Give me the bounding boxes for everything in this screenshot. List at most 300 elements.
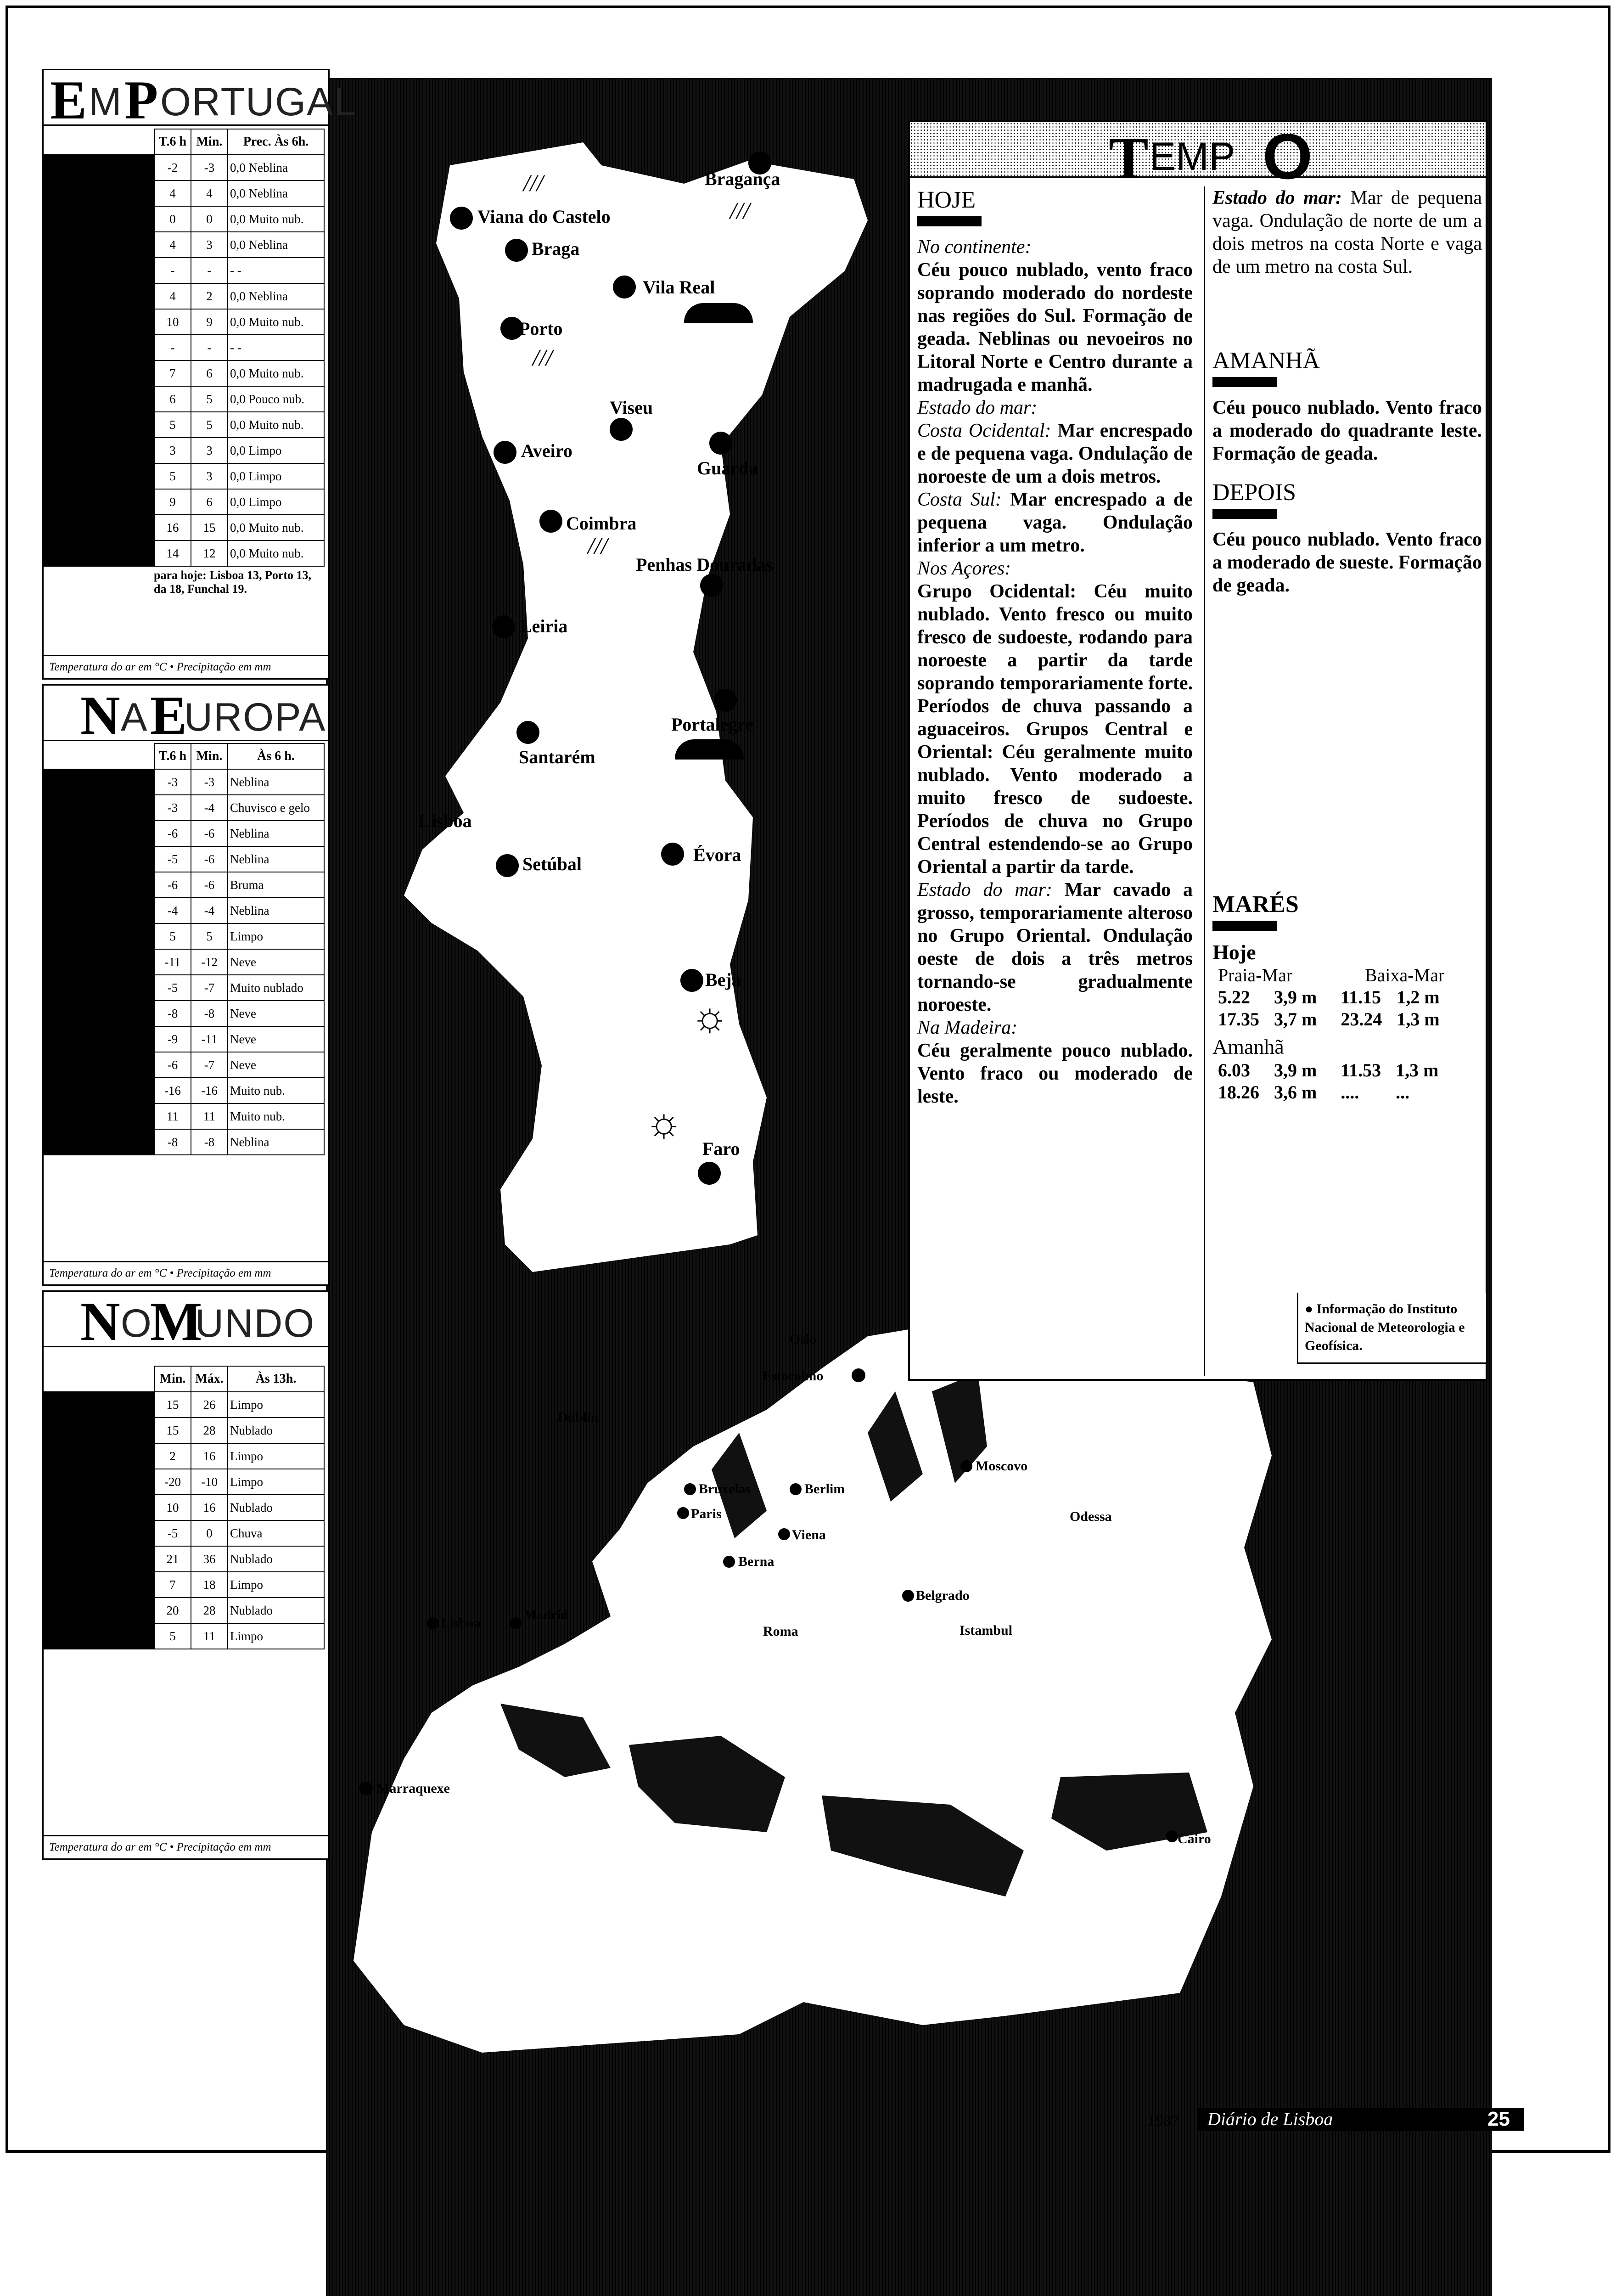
europa-title <box>44 685 328 746</box>
tide-cell: 1,2 m <box>1397 986 1440 1007</box>
value-cell: 28 <box>191 1418 228 1443</box>
value-cell: 11 <box>191 1103 228 1129</box>
redacted-city-cell <box>44 489 154 515</box>
tide-row <box>1212 1081 1444 1103</box>
city-dot <box>610 418 633 441</box>
city-dot <box>359 1782 373 1795</box>
redacted-city-cell <box>44 386 154 412</box>
city-label-beja: Beja <box>705 969 741 990</box>
title-letter: P <box>124 69 157 130</box>
city-label-santarem: Santarém <box>519 747 595 767</box>
table-row <box>44 206 324 232</box>
value-cell: 10 <box>154 1495 191 1520</box>
condition-cell: 0,0 Neblina <box>228 155 324 180</box>
note-line: da 18, Funchal 19. <box>154 582 247 596</box>
tide-cell: ... <box>1396 1081 1410 1103</box>
europe-label-berlim: Berlim <box>804 1481 845 1497</box>
table-row <box>44 1572 324 1598</box>
city-dot <box>496 854 519 877</box>
heading-bar <box>1212 921 1277 931</box>
redacted-city-cell <box>44 1469 154 1495</box>
condition-cell: Nublado <box>228 1418 324 1443</box>
condition-cell: Muito nub. <box>228 1078 324 1103</box>
title-letter: E <box>50 69 85 130</box>
condition-cell: 0,0 Limpo <box>228 463 324 489</box>
value-cell: 5 <box>191 386 228 412</box>
col-header: T.6 h <box>154 129 191 155</box>
redacted-city-cell <box>44 438 154 463</box>
table-row <box>44 1418 324 1443</box>
redacted-city-cell <box>44 540 154 566</box>
value-cell: -7 <box>191 1052 228 1078</box>
table-row <box>44 1392 324 1418</box>
condition-cell: 0,0 Muito nub. <box>228 515 324 540</box>
value-cell: -6 <box>191 846 228 872</box>
col-header: Min. <box>191 129 228 155</box>
subheading: No continente: <box>917 236 1032 258</box>
depois-text: Céu pouco nublado. Vento fraco a moderado de sueste. Formação de geada. <box>1212 529 1482 596</box>
redacted-city-cell <box>44 1598 154 1623</box>
redacted-city-cell <box>44 1103 154 1129</box>
value-cell: 5 <box>191 923 228 949</box>
redacted-city-cell <box>44 1443 154 1469</box>
table-row <box>44 463 324 489</box>
title-letter: A <box>121 695 148 739</box>
condition-cell: Chuvisco e gelo <box>228 795 324 821</box>
paragraph: Mar cavado a grosso, temporariamente alteroso no Grupo Oriental. Ondulação oeste de dois a três metros tornando-se gradualmente noroeste. <box>917 879 1193 1015</box>
city-dot <box>1166 1830 1178 1842</box>
condition-cell: 0,0 Pouco nub. <box>228 386 324 412</box>
value-cell: 3 <box>191 232 228 258</box>
value-cell: -4 <box>191 795 228 821</box>
tide-row <box>1212 986 1445 1008</box>
tide-cell: 23.24 <box>1341 1008 1382 1030</box>
title-letter: O <box>1262 120 1313 192</box>
value-cell: 5 <box>154 923 191 949</box>
value-cell: 20 <box>154 1598 191 1623</box>
value-cell: -9 <box>154 1026 191 1052</box>
paragraph: Grupo Ocidental: Céu muito nublado. Vento fresco ou muito fresco de sudoeste, rodando para noroeste a partir da tarde soprando temporariamente forte. Períodos de chuva passando a aguaceiros. Grupos Central e Oriental: Céu geralmente muito nublado. Vento moderado a muito fresco de sudoeste. Períodos de chuva no Grupo Central estendendo-se ao Grupo Oriental a partir da tarde. <box>917 581 1193 878</box>
redacted-city-cell <box>44 1026 154 1052</box>
europe-label-marraquexe: Marraquexe <box>376 1781 450 1796</box>
value-cell: 5 <box>191 412 228 438</box>
europe-label-berna: Berna <box>738 1554 774 1569</box>
table-row <box>44 438 324 463</box>
city-label-guarda: Guarda <box>697 458 758 478</box>
table-row <box>44 540 324 566</box>
city-dot <box>790 1483 802 1495</box>
table-row <box>44 1520 324 1546</box>
condition-cell: Limpo <box>228 923 324 949</box>
value-cell: 5 <box>154 1623 191 1649</box>
city-label-braganca: Bragança <box>705 169 780 189</box>
table-header <box>44 743 324 769</box>
table-row <box>44 232 324 258</box>
table-row <box>44 335 324 360</box>
value-cell: -4 <box>191 898 228 923</box>
table-row <box>44 1001 324 1026</box>
europe-label-madrid: Madrid <box>523 1607 569 1622</box>
value-cell: -3 <box>191 769 228 795</box>
info-text: Informação do Instituto Nacional de Meteorologia e Geofísica. <box>1305 1301 1465 1353</box>
city-label-viseu: Viseu <box>610 397 653 418</box>
redacted-city-cell <box>44 1078 154 1103</box>
amanha-text: Céu pouco nublado. Vento fraco a moderado do quadrante leste. Formação de geada. <box>1212 397 1482 464</box>
redacted-city-cell <box>44 232 154 258</box>
tides-day: Amanhã <box>1212 1035 1284 1058</box>
value-cell: -3 <box>154 769 191 795</box>
heading-bar <box>1212 377 1277 387</box>
city-dot <box>723 1556 735 1568</box>
europa-table <box>44 743 325 1155</box>
portugal-shape <box>404 142 868 1272</box>
subheading: Estado do mar: <box>917 879 1052 900</box>
table-row <box>44 489 324 515</box>
city-label-evora: Évora <box>693 844 741 865</box>
redacted-city-cell <box>44 360 154 386</box>
redacted-city-cell <box>44 1572 154 1598</box>
tide-cell: .... <box>1341 1081 1359 1103</box>
heading-bar <box>1212 509 1277 519</box>
blank-cell <box>44 1366 154 1392</box>
mundo-footnote: Temperatura do ar em °C • Precipitação em mm <box>44 1835 328 1858</box>
city-dot <box>677 1507 689 1519</box>
value-cell: - <box>191 258 228 283</box>
tides-day: Hoje <box>1212 940 1256 964</box>
condition-cell: Neve <box>228 949 324 975</box>
city-label-portalegre: Portalegre <box>671 714 754 735</box>
europa-footnote: Temperatura do ar em °C • Precipitação em mm <box>44 1261 328 1284</box>
value-cell: - <box>154 258 191 283</box>
value-cell: -6 <box>154 872 191 898</box>
value-cell: -8 <box>154 1001 191 1026</box>
title-letter: M <box>150 1291 201 1352</box>
tide-cell: 5.22 <box>1218 986 1250 1007</box>
value-cell: 6 <box>191 360 228 386</box>
tide-cell: 18.26 <box>1218 1081 1259 1103</box>
redacted-city-cell <box>44 155 154 180</box>
europe-label-bruxelas: Bruxelas <box>699 1481 751 1497</box>
tide-cell: 1,3 m <box>1396 1059 1439 1080</box>
condition-cell: Nublado <box>228 1546 324 1572</box>
redacted-city-cell <box>44 821 154 846</box>
redacted-city-cell <box>44 923 154 949</box>
tides-block <box>1212 940 1482 1103</box>
condition-cell: Nublado <box>228 1598 324 1623</box>
condition-cell: 0,0 Neblina <box>228 232 324 258</box>
table-row <box>44 1103 324 1129</box>
subheading: Estado do mar: <box>1212 187 1342 208</box>
table-row <box>44 872 324 898</box>
redacted-city-cell <box>44 1129 154 1155</box>
europe-label-moscovo: Moscovo <box>976 1458 1028 1474</box>
value-cell: -7 <box>191 975 228 1001</box>
europe-label-cairo: Cairo <box>1178 1831 1211 1846</box>
condition-cell: Neblina <box>228 821 324 846</box>
europe-label-dublin: Dublin <box>558 1410 599 1425</box>
condition-cell: 0,0 Limpo <box>228 438 324 463</box>
table-row <box>44 1495 324 1520</box>
condition-cell: 0,0 Limpo <box>228 489 324 515</box>
tide-cell: 3,9 m <box>1274 1059 1317 1080</box>
page-footer <box>1148 2108 1524 2131</box>
cloud-icon <box>684 303 753 323</box>
redacted-city-cell <box>44 206 154 232</box>
table-row <box>44 1598 324 1623</box>
city-dot <box>427 1617 439 1629</box>
condition-cell: Limpo <box>228 1572 324 1598</box>
title-text: ORTUGAL <box>160 80 357 124</box>
value-cell: 3 <box>191 463 228 489</box>
bullet: ● <box>1305 1301 1317 1317</box>
redacted-city-cell <box>44 515 154 540</box>
col-header: Às 13h. <box>228 1366 324 1392</box>
europe-label-estocolmo: Estocolmo <box>762 1368 824 1384</box>
tide-cell: 17.35 <box>1218 1008 1259 1030</box>
tide-cell: 6.03 <box>1218 1059 1250 1080</box>
city-dot <box>902 1590 914 1602</box>
table-row <box>44 515 324 540</box>
value-cell: -10 <box>191 1469 228 1495</box>
city-label-vila-real: Vila Real <box>643 277 715 298</box>
value-cell: 5 <box>154 412 191 438</box>
blank-cell <box>44 129 154 155</box>
value-cell: -4 <box>154 898 191 923</box>
value-cell: 11 <box>191 1623 228 1649</box>
city-dot <box>661 843 684 866</box>
condition-cell: Neve <box>228 1026 324 1052</box>
tide-cell: 11.15 <box>1341 986 1381 1007</box>
blank-cell <box>44 743 154 769</box>
condition-cell: Bruma <box>228 872 324 898</box>
city-label-faro: Faro <box>702 1138 740 1159</box>
europe-label-belgrado: Belgrado <box>916 1588 970 1603</box>
condition-cell: 0,0 Muito nub. <box>228 206 324 232</box>
condition-cell: Limpo <box>228 1443 324 1469</box>
city-dot <box>700 574 723 597</box>
city-label-porto: Porto <box>519 318 563 339</box>
value-cell: 6 <box>154 386 191 412</box>
value-cell: -11 <box>154 949 191 975</box>
tide-cell: 1,3 m <box>1397 1008 1440 1030</box>
portugal-section <box>42 69 357 680</box>
table-header <box>44 1366 324 1392</box>
city-dot <box>680 969 703 992</box>
value-cell: 4 <box>191 180 228 206</box>
redacted-city-cell <box>44 180 154 206</box>
subheading: Nos Açores: <box>917 558 1011 579</box>
condition-cell: 0,0 Neblina <box>228 283 324 309</box>
city-dot <box>505 239 528 262</box>
mundo-table <box>44 1366 325 1649</box>
value-cell: 18 <box>191 1572 228 1598</box>
col-header: Às 6 h. <box>228 743 324 769</box>
table-header <box>44 129 324 155</box>
redacted-city-cell <box>44 1520 154 1546</box>
footer-page-number: 25 <box>1487 2108 1510 2130</box>
table-row <box>44 283 324 309</box>
value-cell: -6 <box>154 1052 191 1078</box>
city-dot <box>778 1528 790 1540</box>
footer-year: 1987 <box>1148 2112 1179 2129</box>
city-dot <box>852 1368 865 1382</box>
title-letter: N <box>80 1291 118 1352</box>
table-row <box>44 309 324 335</box>
value-cell: -11 <box>191 1026 228 1052</box>
value-cell: -3 <box>191 155 228 180</box>
europe-label-istambul: Istambul <box>960 1623 1013 1638</box>
tide-cell: 3,9 m <box>1274 986 1317 1007</box>
value-cell: -12 <box>191 949 228 975</box>
footer-paper: Diário de Lisboa <box>1198 2108 1428 2131</box>
condition-cell: Limpo <box>228 1392 324 1418</box>
value-cell: 2 <box>154 1443 191 1469</box>
value-cell: 26 <box>191 1392 228 1418</box>
subheading: Na Madeira: <box>917 1017 1018 1038</box>
redacted-city-cell <box>44 1001 154 1026</box>
portugal-table <box>44 129 325 567</box>
paragraph: Céu pouco nublado, vento fraco soprando moderado do nordeste nas regiões do Sul. Formação de geada. Neblinas ou nevoeiros no Litoral Norte e Centro durante a madrugada e manhã. <box>917 259 1193 395</box>
value-cell: 16 <box>191 1495 228 1520</box>
condition-cell: 0,0 Neblina <box>228 180 324 206</box>
portugal-footnote: Temperatura do ar em °C • Precipitação em mm <box>44 655 328 678</box>
value-cell: - <box>154 335 191 360</box>
value-cell: -16 <box>154 1078 191 1103</box>
col-header: Min. <box>191 743 228 769</box>
value-cell: 36 <box>191 1546 228 1572</box>
title-text: UROPA <box>184 695 326 739</box>
redacted-city-cell <box>44 846 154 872</box>
value-cell: 0 <box>191 1520 228 1546</box>
value-cell: 5 <box>154 463 191 489</box>
value-cell: 10 <box>154 309 191 335</box>
table-row <box>44 180 324 206</box>
table-row <box>44 1129 324 1155</box>
value-cell: -6 <box>191 872 228 898</box>
value-cell: 9 <box>154 489 191 515</box>
mundo-section <box>42 1290 330 1860</box>
note-line: para hoje: Lisboa 13, Porto 13, <box>154 568 312 582</box>
title-letter: T <box>1109 125 1149 191</box>
table-row <box>44 412 324 438</box>
value-cell: 15 <box>191 515 228 540</box>
value-cell: -5 <box>154 975 191 1001</box>
paragraph: Mar encrespado e de pequena vaga. Ondulação de noroeste de um a dois metros. <box>917 420 1193 487</box>
section-heading-mares: MARÉS <box>1212 891 1299 917</box>
redacted-city-cell <box>44 258 154 283</box>
europe-label-viena: Viena <box>792 1527 826 1542</box>
rain-icon: /// <box>588 533 608 559</box>
tides-header <box>1212 964 1482 986</box>
city-dot <box>709 432 732 455</box>
tide-cell: 3,6 m <box>1274 1081 1317 1103</box>
city-dot <box>698 1162 721 1185</box>
europe-label-odessa: Odessa <box>1070 1509 1112 1524</box>
table-row <box>44 1443 324 1469</box>
table-row <box>44 1026 324 1052</box>
redacted-city-cell <box>44 1418 154 1443</box>
heading-bar <box>917 216 982 226</box>
city-dot <box>684 1483 696 1495</box>
condition-cell: Neblina <box>228 769 324 795</box>
value-cell: -5 <box>154 846 191 872</box>
redacted-city-cell <box>44 898 154 923</box>
redacted-city-cell <box>44 795 154 821</box>
redacted-city-cell <box>44 949 154 975</box>
europe-label-paris: Paris <box>691 1506 722 1521</box>
condition-cell: 0,0 Muito nub. <box>228 540 324 566</box>
redacted-city-cell <box>44 1623 154 1649</box>
condition-cell: 0,0 Muito nub. <box>228 309 324 335</box>
subheading: Costa Ocidental: <box>917 420 1051 441</box>
condition-cell: 0,0 Muito nub. <box>228 360 324 386</box>
table-row <box>44 1469 324 1495</box>
city-dot <box>492 615 515 638</box>
table-row <box>44 1078 324 1103</box>
table-row <box>44 360 324 386</box>
condition-cell: Neblina <box>228 846 324 872</box>
value-cell: -16 <box>191 1078 228 1103</box>
tide-cell: 11.53 <box>1341 1059 1381 1080</box>
city-dot <box>613 276 636 298</box>
redacted-city-cell <box>44 412 154 438</box>
value-cell: 16 <box>191 1443 228 1469</box>
table-row <box>44 949 324 975</box>
redacted-city-cell <box>44 1392 154 1418</box>
tempo-col-left <box>917 186 1193 1108</box>
city-label-aveiro: Aveiro <box>521 440 572 461</box>
table-row <box>44 898 324 923</box>
redacted-city-cell <box>44 872 154 898</box>
value-cell: -6 <box>191 821 228 846</box>
section-heading-amanha: AMANHÃ <box>1212 348 1320 374</box>
condition-cell: - - <box>228 258 324 283</box>
value-cell: -6 <box>154 821 191 846</box>
praia-mar-label: Praia-Mar <box>1218 965 1293 985</box>
city-label-setubal: Setúbal <box>522 854 582 874</box>
city-label-coimbra: Coimbra <box>566 513 637 534</box>
left-column <box>42 69 357 2296</box>
table-row <box>44 386 324 412</box>
value-cell: 15 <box>154 1392 191 1418</box>
col-header: Máx. <box>191 1366 228 1392</box>
condition-cell: Nublado <box>228 1495 324 1520</box>
value-cell: 7 <box>154 1572 191 1598</box>
title-letter: O <box>121 1301 152 1345</box>
value-cell: -5 <box>154 1520 191 1546</box>
table-row <box>44 769 324 795</box>
sun-icon: ☼ <box>645 1100 683 1145</box>
cloud-icon <box>675 739 744 760</box>
redacted-city-cell <box>44 309 154 335</box>
title-text: UNDO <box>195 1301 315 1345</box>
condition-cell: - - <box>228 335 324 360</box>
title-letter: M <box>89 80 123 124</box>
tempo-col-right <box>1204 186 1482 1376</box>
condition-cell: Muito nublado <box>228 975 324 1001</box>
rain-icon: /// <box>533 345 553 371</box>
city-dot <box>539 510 562 533</box>
city-label-lisboa: Lisboa <box>419 810 472 831</box>
redacted-city-cell <box>44 769 154 795</box>
redacted-city-cell <box>44 1052 154 1078</box>
condition-cell: Neve <box>228 1052 324 1078</box>
redacted-city-cell <box>44 283 154 309</box>
condition-cell: Neve <box>228 1001 324 1026</box>
portugal-note <box>44 567 328 596</box>
table-row <box>44 258 324 283</box>
title-letter: N <box>80 685 118 746</box>
